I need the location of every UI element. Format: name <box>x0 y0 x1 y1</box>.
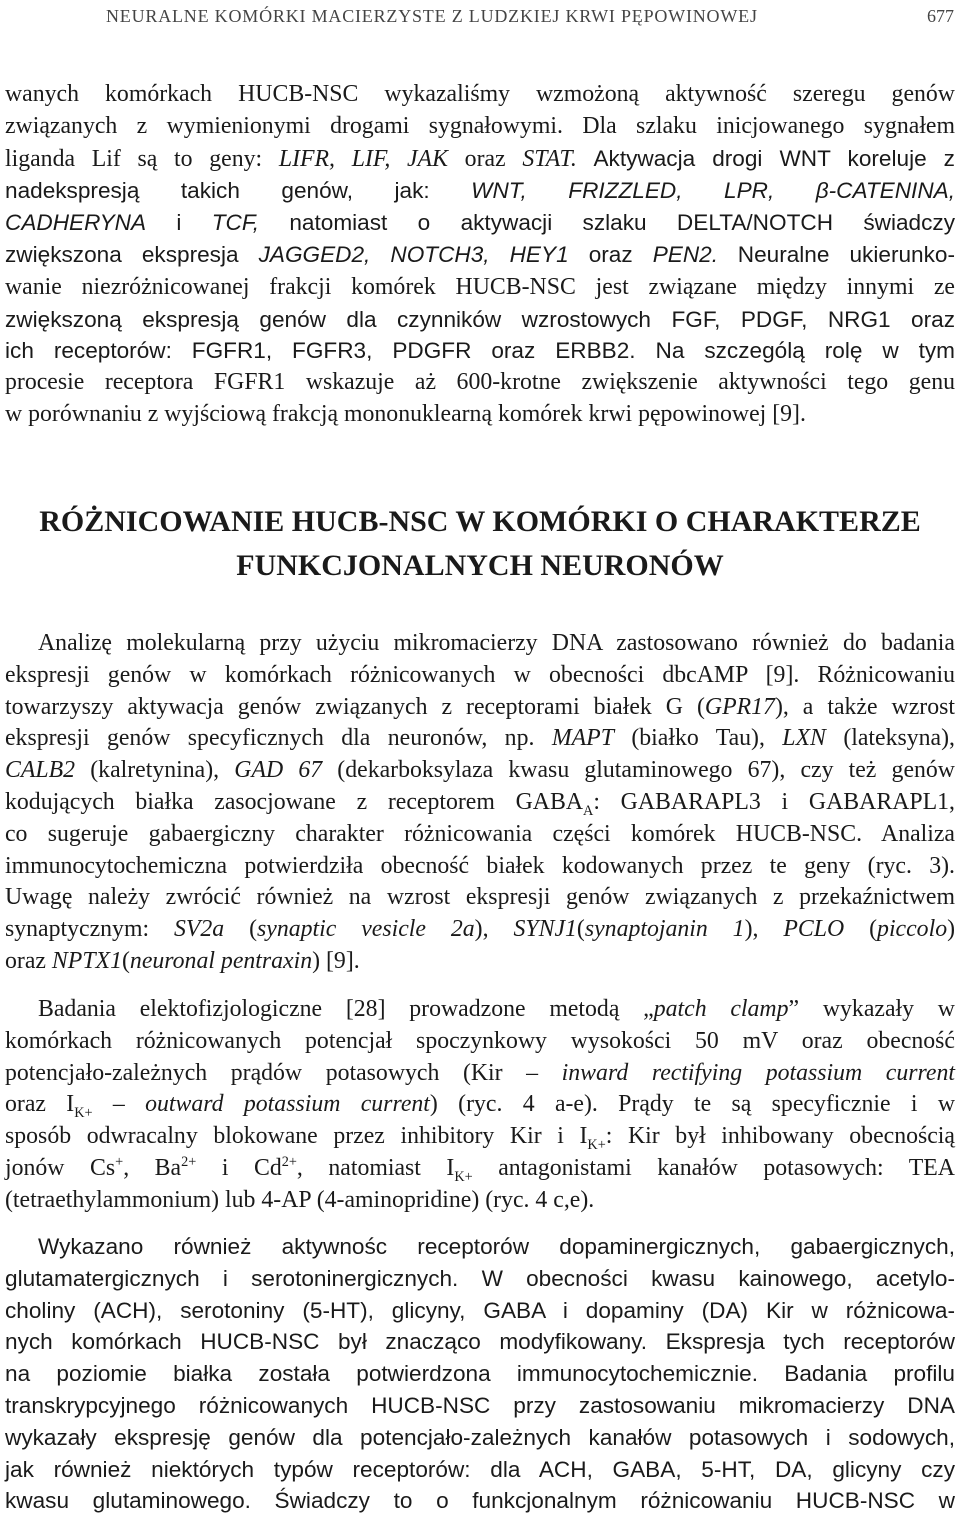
paragraph-electrophysiology: Badania elektofizjologiczne [28] prowadzone metodą „patch clamp” wykazały w komórkach różnicowanych potencjał spoczynkowy wysokości 50 mV oraz obecność potencjało-zależnych prądów potasowych (Kir – inward rectifying potassium current oraz $I_{K+}$ – outward potassium current) (ryc. 4 a-e). Prądy te są specyficznie i w sposób odwracalny blokowane przez inhibitory Kir i $I_{K+}$: Kir był inhibowany obecnością jonów Cs+, $Ba^{2+}$ i $Cd^{2+}$, natomiast $I_{K+}$ antagonistami kanałów potasowych: TEA (tetraethylammonium) lub 4-AP (4-aminopridine) (ryc. 4 c,e). <box>5 996 956 1213</box>
section-heading-line-2: FUNKCJONALNYCH NEURONÓW <box>236 549 724 582</box>
paragraph-receptors: Wykazano również aktywnośc receptorów dopaminergicznych, gabaergicznych, glutamatergicznych i serotoninergicznych. W obecności kwasu kainowego, acetylo- choliny (ACH), serotoniny (5-HT), glicyny, GABA i dopaminy (DA) Kir w różnicowa- nych komórkach HUCB-NSC był znacząco modyfikowany. Ekspresja tych receptorów na poziomie białka została potwierdzona immunocytochemicznie. Badania profilu transkrypcyjnego różnicowanych HUCB-NSC przy zastosowaniu mikromacierzy DNA wykazały ekspresję genów dla potencjało-zależnych kanałów potasowych i sodowych, jak również niektórych typów receptorów: dla ACH, GABA, 5-HT, DA, glicyny czy kwasu glutaminowego. Świadczy to o funkcjonalnym różnicowaniu HUCB-NSC w <box>5 1234 955 1514</box>
paragraph-signaling: wanych komórkach HUCB-NSC wykazaliśmy wzmożoną aktywność szeregu genów związanych z wymienionymi drogami sygnałowymi. Dla szlaku inicjowanego sygnałem liganda Lif są to geny: LIFR, LIF, JAK oraz STAT. Aktywacja drogi WNT koreluje z nadekspresją takich genów, jak: WNT, FRIZZLED, LPR, β-CATENINA, CADHERYNA i TCF, natomiast o aktywacji szlaku DELTA/NOTCH świadczy zwiększona ekspresja JAGGED2, NOTCH3, HEY1 oraz PEN2. Neuralne ukierunko- wanie niezróżnicowanej frakcji komórek HUCB-NSC jest związane między innymi ze zwiększoną ekspresją genów dla czynników wzrostowych FGF, PDGF, NRG1 oraz ich receptorów: FGFR1, FGFR3, PDGFR oraz ERBB2. Na szczególą rolę w tym procesie receptora FGFR1 wskazuje aż 600-krotne zwiększenie aktywności tego genu w porównaniu z wyjściową frakcją mononuklearną komórek krwi pępowinowej [9]. <box>5 81 956 427</box>
page-number: 677 <box>927 6 954 26</box>
section-heading <box>0 500 960 588</box>
section-heading-line-1: RÓŻNICOWANIE HUCB-NSC W KOMÓRKI O CHARAKTERZE <box>39 505 921 538</box>
paragraph-microarray: Analizę molekularną przy użyciu mikromacierzy DNA zastosowano również do badania ekspresji genów w komórkach różnicowanych w obecności dbcAMP [9]. Różnicowaniu towarzyszy aktywacja genów związanych z receptorami białek G (GPR17), a także wzrost ekspresji genów specyficznych dla neuronów, np. MAPT (białko Tau), LXN (lateksyna), CALB2 (kalretynina), GAD 67 (dekarboksylaza kwasu glutaminowego 67), czy też genów kodujących białka zasocjowane z receptorem $GABA_A$: GABARAPL3 i GABARAPL1, co sugeruje gabaergiczny charakter różnicowania części komórek HUCB-NSC. Analiza immunocytochemiczna potwierdziła obecność białek kodowanych przez te geny (ryc. 3). Uwagę należy zwrócić również na wzrost ekspresji genów związanych z przekaźnictwem synaptycznym: SV2a (synaptic vesicle 2a), SYNJ1(synaptojanin 1), PCLO (piccolo) oraz NPTX1(neuronal pentraxin) [9]. <box>5 630 956 974</box>
running-header: NEURALNE KOMÓRKI MACIERZYSTE Z LUDZKIEJ KRWI PĘPOWINOWEJ <box>106 6 758 26</box>
